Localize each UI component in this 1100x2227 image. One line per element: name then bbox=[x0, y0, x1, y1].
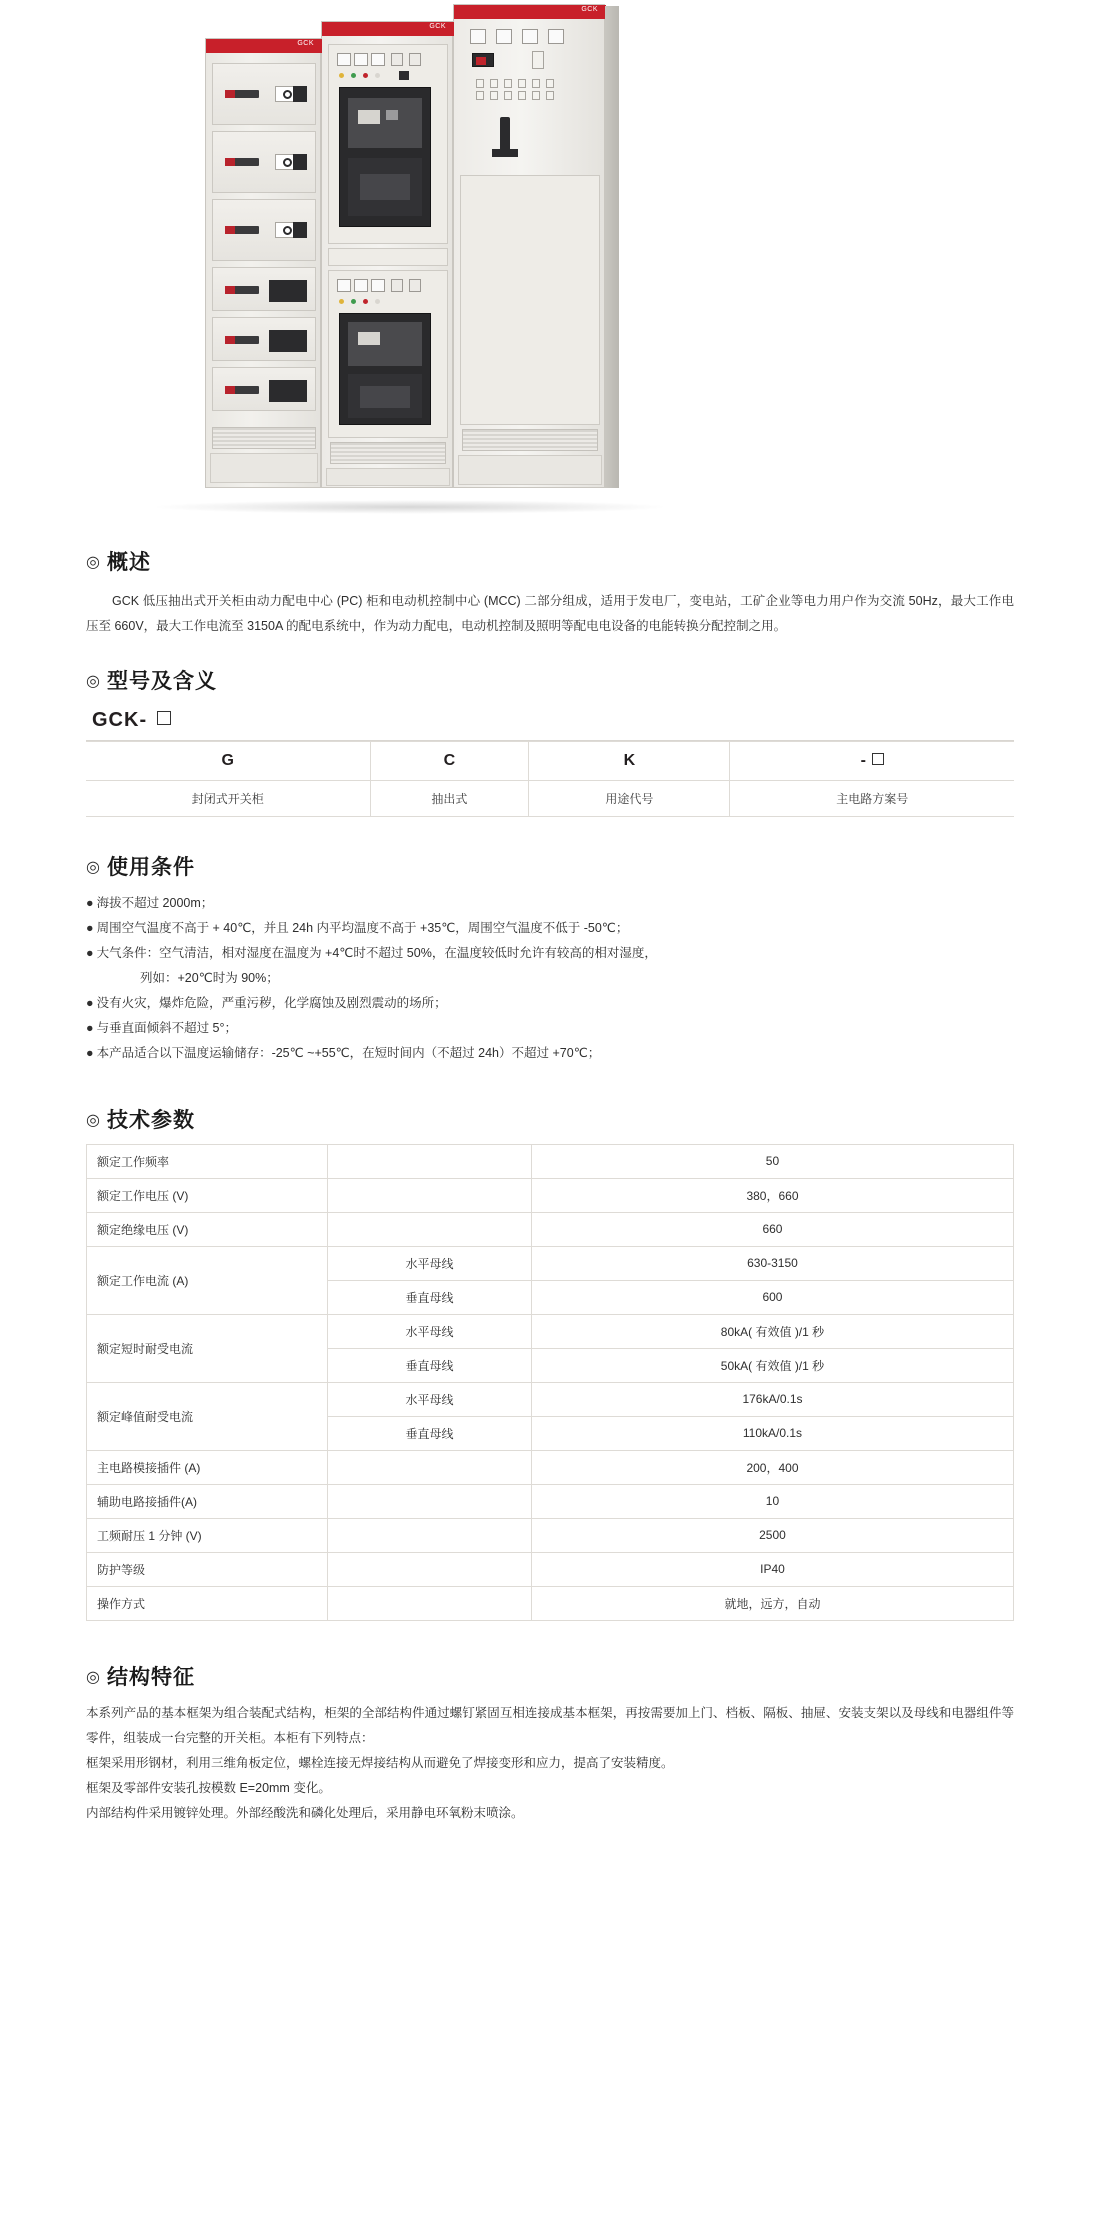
cabinet-left bbox=[205, 38, 321, 488]
spec-sub bbox=[328, 1518, 532, 1552]
structure-heading: ◎ 结构特征 bbox=[86, 1665, 195, 1689]
scheme-code-box-icon bbox=[872, 753, 884, 765]
document-content bbox=[0, 546, 1100, 1826]
meter-icon bbox=[522, 29, 538, 44]
spec-name: 额定峰值耐受电流 bbox=[87, 1382, 328, 1450]
cabinet-plinth bbox=[326, 468, 450, 486]
spec-value: 就地，远方，自动 bbox=[531, 1586, 1013, 1620]
model-letter-cell: G bbox=[86, 741, 370, 780]
spec-value: 50 bbox=[531, 1144, 1013, 1178]
model-code-title: GCK- bbox=[92, 709, 1014, 732]
spec-value: 50kA( 有效值 )/1 秒 bbox=[531, 1348, 1013, 1382]
table-row bbox=[87, 1450, 1014, 1484]
model-desc-cell: 用途代号 bbox=[529, 780, 730, 816]
table-row bbox=[87, 1382, 1014, 1416]
spec-sub: 垂直母线 bbox=[328, 1416, 532, 1450]
specs-table bbox=[86, 1144, 1014, 1621]
spec-name: 操作方式 bbox=[87, 1586, 328, 1620]
digital-display bbox=[472, 53, 494, 67]
spec-name: 辅助电路接插件(A) bbox=[87, 1484, 328, 1518]
spec-sub: 垂直母线 bbox=[328, 1348, 532, 1382]
bullet-ring-icon: ◎ bbox=[86, 1111, 101, 1129]
withdrawable-drawer bbox=[212, 267, 316, 311]
circuit-breaker bbox=[339, 87, 431, 227]
spec-name: 额定工作电流 (A) bbox=[87, 1246, 328, 1314]
cabinet-side-panel bbox=[605, 6, 619, 488]
mcc-unit-upper bbox=[328, 44, 448, 244]
structure-paragraph: 框架采用形钢材，利用三维角板定位，螺栓连接无焊接结构从而避免了焊接变形和应力，提高了安装精度。 bbox=[86, 1755, 674, 1770]
specs-heading: ◎ 技术参数 bbox=[86, 1108, 195, 1132]
cabinet-middle-top-band bbox=[322, 22, 454, 36]
mcc-unit-lower bbox=[328, 270, 448, 438]
structure-paragraph: 框架及零部件安装孔按模数 E=20mm 变化。 bbox=[86, 1780, 331, 1795]
spec-value: 200，400 bbox=[531, 1450, 1013, 1484]
ventilation-grille bbox=[212, 427, 316, 449]
spec-sub: 水平母线 bbox=[328, 1382, 532, 1416]
conditions-heading: ◎ 使用条件 bbox=[86, 855, 195, 879]
condition-item: ● 本产品适合以下温度运输储存：-25℃ ~+55℃，在短时间内（不超过 24h）不超过 +70℃； bbox=[86, 1045, 601, 1060]
conditions-list bbox=[86, 891, 1014, 1066]
bullet-dot-icon: ● bbox=[86, 995, 94, 1010]
spec-name: 额定绝缘电压 (V) bbox=[87, 1212, 328, 1246]
spec-value: 110kA/0.1s bbox=[531, 1416, 1013, 1450]
withdrawable-drawer bbox=[212, 131, 316, 193]
brand-logo-left: GCK bbox=[297, 40, 314, 47]
model-letter-cell: K bbox=[529, 741, 730, 780]
bullet-dot-icon: ● bbox=[86, 895, 94, 910]
spec-value: IP40 bbox=[531, 1552, 1013, 1586]
spec-value: 10 bbox=[531, 1484, 1013, 1518]
spec-sub bbox=[328, 1450, 532, 1484]
bullet-dot-icon: ● bbox=[86, 1020, 94, 1035]
table-row bbox=[87, 1586, 1014, 1620]
spec-sub bbox=[328, 1212, 532, 1246]
condition-item: ● 海拔不超过 2000m； bbox=[86, 895, 214, 910]
overview-heading: ◎ 概述 bbox=[86, 551, 151, 574]
bullet-ring-icon: ◎ bbox=[86, 554, 101, 571]
structure-paragraph: 本系列产品的基本框架为组合装配式结构，柜架的全部结构件通过螺钉紧固互相连接成基本框架，再按需要加上门、档板、隔板、抽屉、安装支架以及母线和电器组件等零件，组装成一台完整的开关柜。本柜有下列特点： bbox=[86, 1705, 1014, 1745]
spec-sub bbox=[328, 1178, 532, 1212]
model-desc-row bbox=[86, 780, 1014, 816]
table-row bbox=[87, 1552, 1014, 1586]
bullet-dot-icon: ● bbox=[86, 1045, 94, 1060]
meter-icon bbox=[496, 29, 512, 44]
spec-value: 660 bbox=[531, 1212, 1013, 1246]
cabinet-assembly bbox=[205, 4, 625, 504]
spec-name: 额定工作电压 (V) bbox=[87, 1178, 328, 1212]
overview-body: GCK 低压抽出式开关柜由动力配电中心 (PC) 柜和电动机控制中心 (MCC) 二部分组成，适用于发电厂，变电站，工矿企业等电力用户作为交流 50Hz，最大工作电压至 660V，最大工作电流至 3150A 的配电系统中，作为动力配电，电动机控制及照明等配电电设备的电能转换分配控制之用。 bbox=[86, 593, 1014, 633]
spec-value: 2500 bbox=[531, 1518, 1013, 1552]
right-door-panel bbox=[460, 175, 600, 425]
spec-sub: 水平母线 bbox=[328, 1314, 532, 1348]
withdrawable-drawer bbox=[212, 63, 316, 125]
bullet-dot-icon: ● bbox=[86, 945, 94, 960]
circuit-breaker bbox=[339, 313, 431, 425]
meter-icon bbox=[548, 29, 564, 44]
table-row bbox=[87, 1518, 1014, 1552]
brand-logo-middle: GCK bbox=[429, 23, 446, 30]
condition-item: ● 与垂直面倾斜不超过 5°； bbox=[86, 1020, 237, 1035]
model-code-box-icon bbox=[157, 711, 171, 725]
brand-logo-right: GCK bbox=[581, 6, 598, 13]
product-figure bbox=[0, 0, 1100, 520]
withdrawable-drawer bbox=[212, 317, 316, 361]
cabinet-right-top-band bbox=[454, 5, 606, 19]
table-row bbox=[87, 1484, 1014, 1518]
ventilation-grille bbox=[462, 429, 598, 451]
section-specs bbox=[86, 1104, 1014, 1621]
spec-sub: 水平母线 bbox=[328, 1246, 532, 1280]
meter-icon bbox=[470, 29, 486, 44]
structure-paragraph: 内部结构件采用镀锌处理。外部经酸洗和磷化处理后，采用静电环氧粉末喷涂。 bbox=[86, 1805, 524, 1820]
condition-item: ● 大气条件：空气清洁，相对湿度在温度为 +4℃时不超过 50%，在温度较低时允许有较高的相对湿度， 列如：+20℃时为 90%； bbox=[86, 941, 1014, 991]
table-row bbox=[87, 1314, 1014, 1348]
model-desc-cell: 封闭式开关柜 bbox=[86, 780, 370, 816]
model-heading: ◎ 型号及含义 bbox=[86, 669, 217, 693]
withdrawable-drawer bbox=[212, 367, 316, 411]
model-letters-row bbox=[86, 741, 1014, 780]
cabinet-middle bbox=[321, 21, 453, 488]
spec-name: 额定短时耐受电流 bbox=[87, 1314, 328, 1382]
spec-value: 176kA/0.1s bbox=[531, 1382, 1013, 1416]
table-row bbox=[87, 1144, 1014, 1178]
divider-panel bbox=[328, 248, 448, 266]
spec-sub: 垂直母线 bbox=[328, 1280, 532, 1314]
table-row bbox=[87, 1246, 1014, 1280]
lever-base bbox=[492, 149, 518, 157]
bullet-dot-icon: ● bbox=[86, 920, 94, 935]
spec-name: 额定工作频率 bbox=[87, 1144, 328, 1178]
bullet-ring-icon: ◎ bbox=[86, 1668, 101, 1686]
spec-name: 主电路模接插件 (A) bbox=[87, 1450, 328, 1484]
condition-item: ● 周围空气温度不高于 + 40℃，并且 24h 内平均温度不高于 +35℃，周围空气温度不低于 -50℃； bbox=[86, 920, 629, 935]
model-letter-cell: C bbox=[370, 741, 529, 780]
ventilation-grille bbox=[330, 442, 446, 464]
bullet-ring-icon: ◎ bbox=[86, 672, 101, 690]
table-row bbox=[87, 1212, 1014, 1246]
model-letter-cell: - bbox=[730, 741, 1014, 780]
spec-name: 工频耐压 1 分钟 (V) bbox=[87, 1518, 328, 1552]
model-desc-cell: 主电路方案号 bbox=[730, 780, 1014, 816]
condition-item: ● 没有火灾，爆炸危险，严重污秽，化学腐蚀及剧烈震动的场所； bbox=[86, 995, 447, 1010]
spec-sub bbox=[328, 1144, 532, 1178]
spec-value: 630-3150 bbox=[531, 1246, 1013, 1280]
operating-lever bbox=[500, 117, 510, 151]
section-conditions bbox=[86, 851, 1014, 1066]
spec-value: 80kA( 有效值 )/1 秒 bbox=[531, 1314, 1013, 1348]
section-model bbox=[86, 665, 1014, 817]
spec-name: 防护等级 bbox=[87, 1552, 328, 1586]
model-table bbox=[86, 741, 1014, 817]
condition-subitem: 列如：+20℃时为 90%； bbox=[140, 970, 279, 985]
cabinet-plinth bbox=[458, 455, 602, 485]
cabinet-left-top-band bbox=[206, 39, 322, 53]
table-row bbox=[87, 1178, 1014, 1212]
cabinet-plinth bbox=[210, 453, 318, 483]
spec-sub bbox=[328, 1552, 532, 1586]
spec-sub bbox=[328, 1484, 532, 1518]
spec-value: 380，660 bbox=[531, 1178, 1013, 1212]
withdrawable-drawer bbox=[212, 199, 316, 261]
cabinet-right bbox=[453, 4, 605, 488]
small-switch bbox=[532, 51, 544, 69]
bullet-ring-icon: ◎ bbox=[86, 858, 101, 876]
spec-sub bbox=[328, 1586, 532, 1620]
model-desc-cell: 抽出式 bbox=[370, 780, 529, 816]
section-structure bbox=[86, 1661, 1014, 1826]
section-overview bbox=[86, 546, 1014, 639]
spec-value: 600 bbox=[531, 1280, 1013, 1314]
